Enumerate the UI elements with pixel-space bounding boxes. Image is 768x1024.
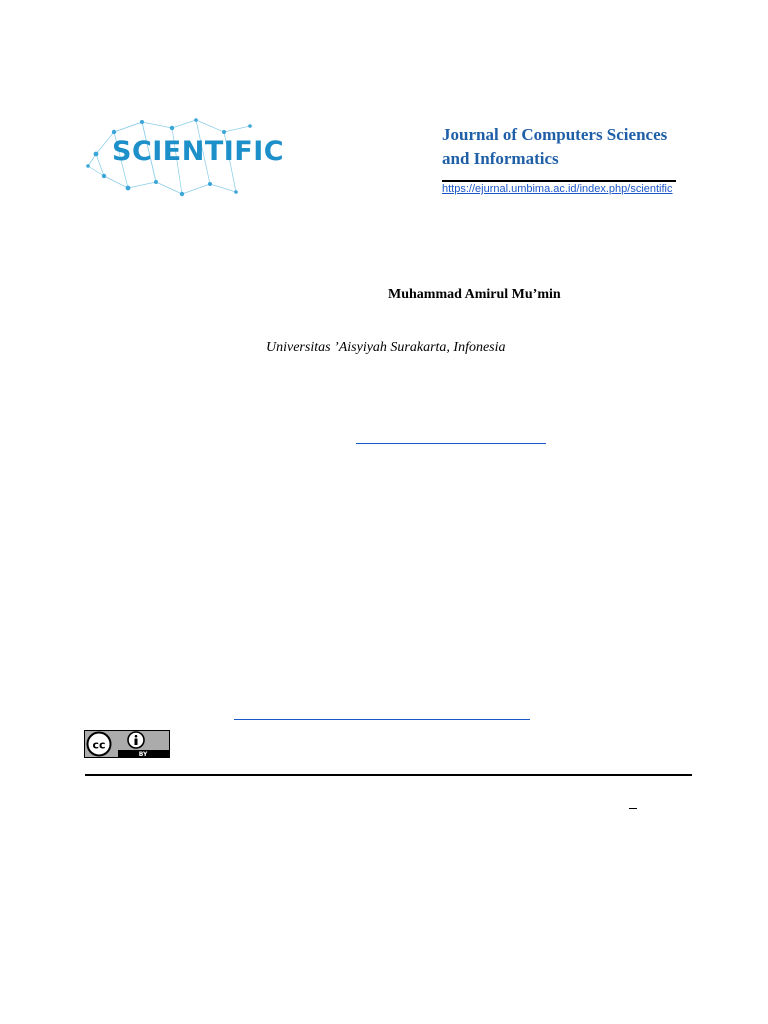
- header-divider: [442, 180, 676, 182]
- email-link-underline[interactable]: [356, 443, 546, 444]
- cc-by-icon: [84, 730, 170, 758]
- author-name: Muhammad Amirul Mu’min: [388, 287, 561, 302]
- journal-logo: [84, 114, 284, 200]
- logo-wordmark: SCIENTIFIC: [112, 136, 285, 167]
- cc-by-badge[interactable]: [84, 730, 170, 758]
- journal-title: Journal of Computers Sciences and Informatics: [442, 125, 668, 168]
- author-affiliation: Universitas ’Aisyiyah Surakarta, Infonesia: [266, 340, 506, 355]
- doi-link-underline[interactable]: [234, 719, 530, 720]
- body-divider: [85, 774, 692, 776]
- dash-mark: [629, 808, 637, 809]
- author-block: [0, 287, 768, 303]
- svg-text:cc: cc: [92, 738, 106, 752]
- cc-by-label: BY: [138, 751, 148, 758]
- journal-url-link[interactable]: https://ejurnal.umbima.ac.id/index.php/scientific: [442, 183, 673, 195]
